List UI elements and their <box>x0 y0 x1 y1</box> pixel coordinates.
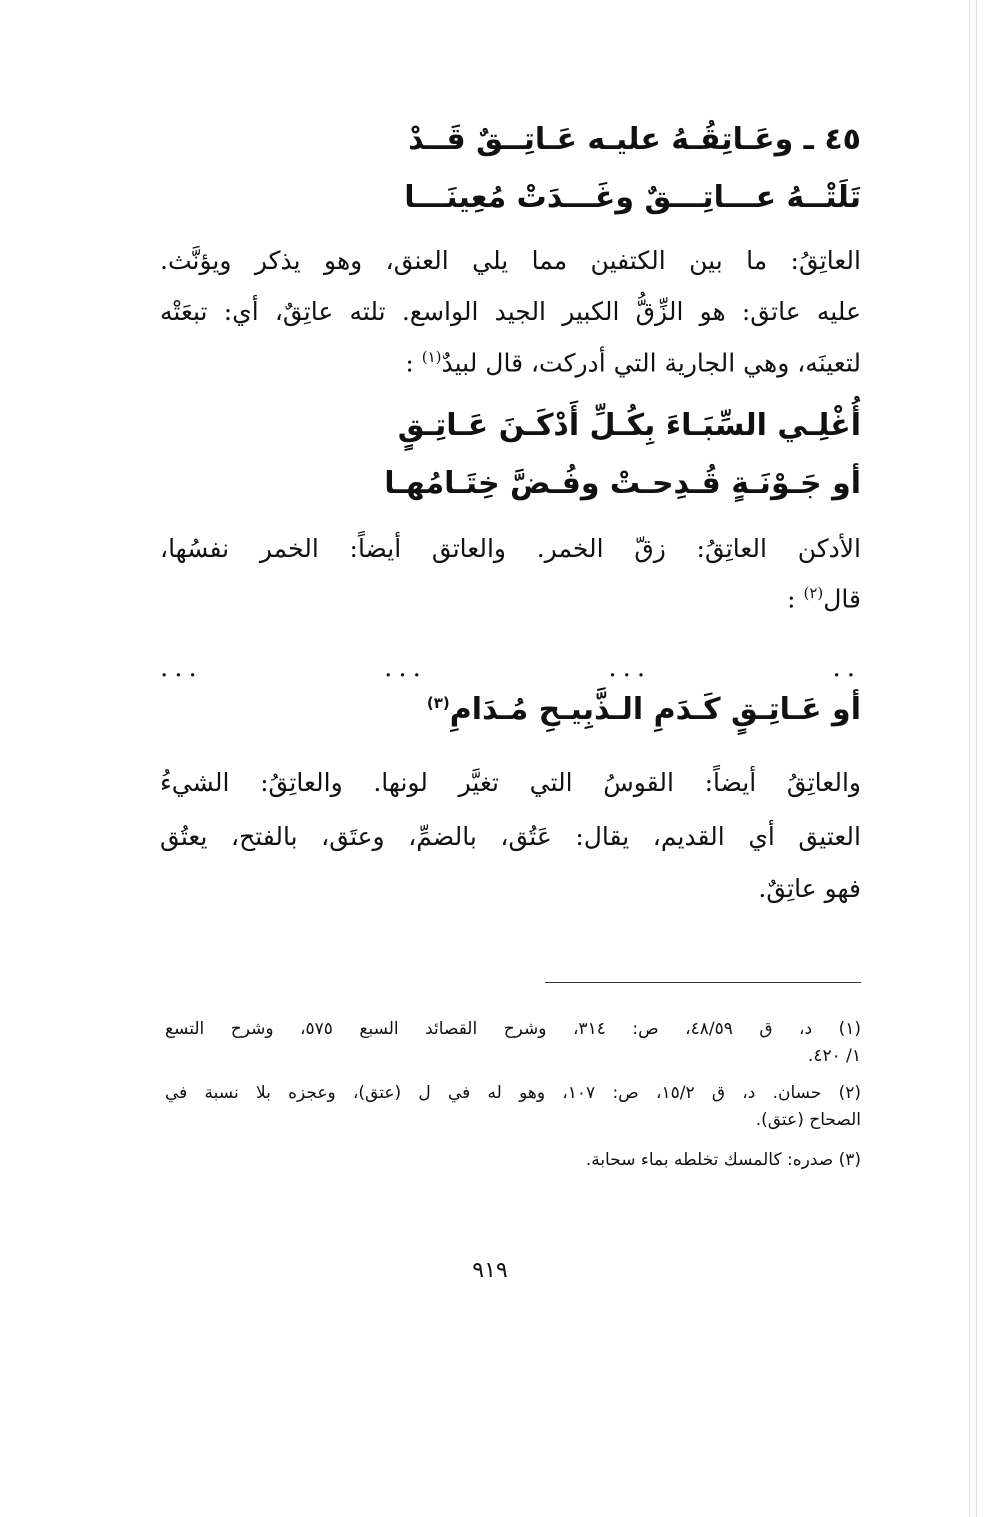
para-1-line-3-end: : <box>405 348 422 378</box>
ellipsis-4: ... <box>160 653 203 683</box>
para-3-line-1: والعاتِقُ أيضاً: القوسُ التي تغيَّر لونها. والعاتِقُ: الشيءُ <box>160 768 861 797</box>
para-1-line-1: العاتِقُ: ما بين الكتفين مما يلي العنق، وهو يذكر ويؤنَّث. <box>160 246 861 275</box>
footnote-1-line-2: ١/ ٤٢٠. <box>807 1046 861 1066</box>
ellipsis-1: .. <box>832 653 861 683</box>
verse-45-line-1: ٤٥ ـ وعَـاتِقُـهُ عليـه عَـاتِــقٌ قَــدْ <box>408 122 861 157</box>
page-number: ٩١٩ <box>472 1258 508 1283</box>
para-3-line-3: فهو عاتِقٌ. <box>758 874 861 903</box>
para-2-line-1: الأدكن العاتِقُ: زقّ الخمر. والعاتق أيضاً: الخمر نفسُها، <box>160 534 861 563</box>
para-2-line-2-text: قال <box>823 584 861 614</box>
verse-hassan-line-1 <box>160 692 861 727</box>
para-2-line-2-end: : <box>787 584 804 614</box>
footnote-ref-3: (٣) <box>426 694 450 712</box>
ellipsis-3: ... <box>384 653 427 683</box>
para-3-line-2: العتيق أي القديم، يقال: عَتُق، بالضمِّ، وعتَق، بالفتح، يعتُق <box>160 822 861 851</box>
footnote-3-line-1: (٣) صدره: كالمسك تخلطه بماء سحابة. <box>585 1150 861 1170</box>
verse-hassan-text: أو عَـاتِـقٍ كَـدَمِ الـذَّبِيـحِ مُـدَامِ <box>449 692 861 727</box>
para-1-line-3-text: لتعينَه، وهي الجارية التي أدركت، قال لبيدٌ <box>441 348 861 378</box>
footnote-ref-1: (١) <box>421 348 442 366</box>
footnote-separator <box>545 982 861 983</box>
footnote-1-line-1: (١) د، ق ٤٨/٥٩، ص: ٣١٤، وشرح القصائد السبع ٥٧٥، وشرح التسع <box>165 1019 862 1039</box>
para-1-line-3 <box>160 348 861 377</box>
footnote-ref-2: (٢) <box>803 584 824 602</box>
ellipsis-line <box>160 653 861 683</box>
para-1-line-2: عليه عاتق: هو الزِّقُّ الكبير الجيد الواسع. تلته عاتِقٌ، أي: تبعَتْه <box>160 297 861 326</box>
page-edge-line <box>976 0 977 1517</box>
footnote-2-line-1: (٢) حسان. د، ق ١٥/٢، ص: ١٠٧، وهو له في ل (عتق)، وعجزه بلا نسبة في <box>165 1083 861 1103</box>
verse-labid-line-2: أو جَـوْنَـةٍ قُـدِحـتْ وفُـضَّ خِتَـامُهـا <box>384 466 861 501</box>
ellipsis-2: ... <box>608 653 652 683</box>
verse-45-line-2: تَلَتْــهُ عـــاتِـــقٌ وغَـــدَتْ مُعِينَـــا <box>404 180 861 215</box>
page-edge-line <box>969 0 970 1517</box>
footnote-2-line-2: الصحاح (عتق). <box>755 1110 861 1130</box>
verse-labid-line-1: أُغْلِـي السِّبَـاءَ بِكُـلِّ أَدْكَـنَ عَـاتِـقٍ <box>397 408 861 443</box>
para-2-line-2 <box>160 584 861 613</box>
